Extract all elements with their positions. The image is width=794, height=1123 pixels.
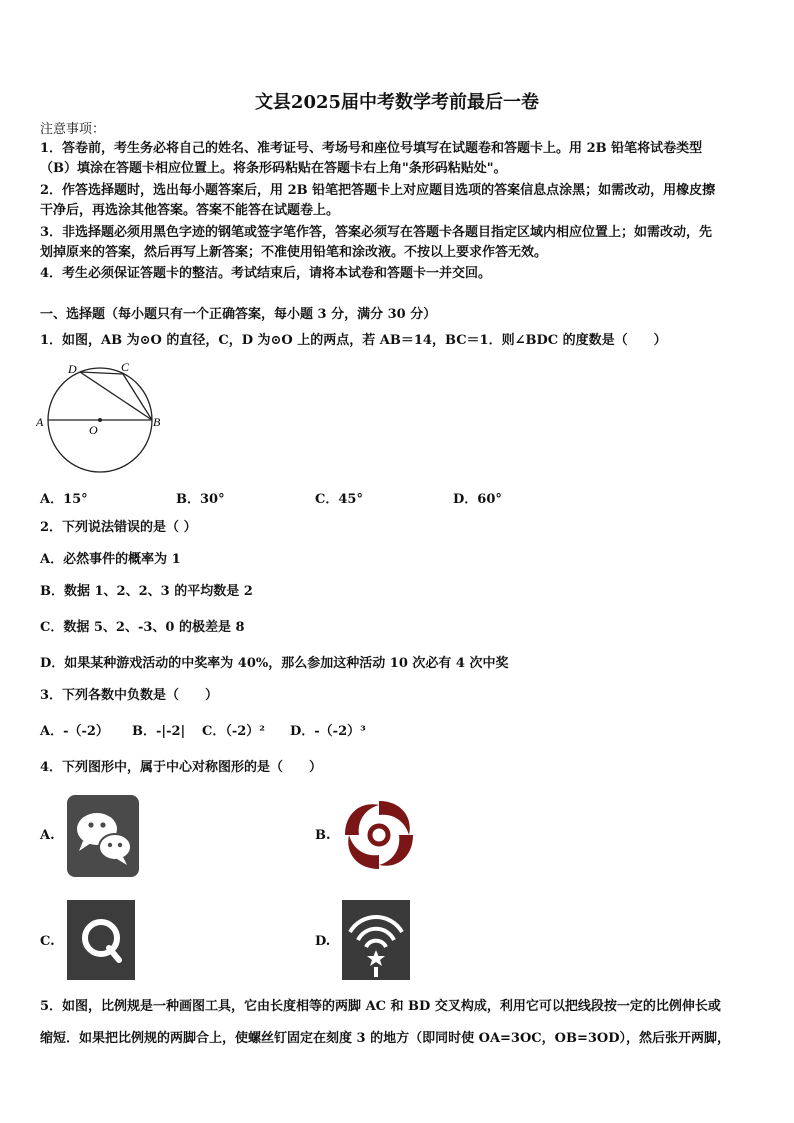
chord-db	[80, 372, 152, 420]
chord-cb	[123, 374, 152, 420]
q2-option-b: B．数据 1、2、2、3 的平均数是 2	[40, 584, 253, 599]
q1-option-d: D．60°	[453, 492, 502, 507]
label-a: A	[36, 415, 44, 429]
q-letter-icon	[67, 900, 135, 980]
q4-label-b: B.	[315, 828, 331, 843]
notice-item-3-line-1: 3．非选择题必须用黑色字迹的钢笔或签字笔作答，答案必须写在答题卡各题目指定区域内相应位置上；如需改动，先	[40, 225, 713, 240]
question-5-line-1: 5．如图，比例规是一种画图工具，它由长度相等的两脚 AC 和 BD 交叉构成，利用它可以把线段按一定的比例伸长或	[40, 999, 721, 1014]
q2-option-a: A．必然事件的概率为 1	[40, 552, 181, 567]
q2-option-c: C．数据 5、2、-3、0 的极差是 8	[40, 620, 245, 635]
q1-option-a: A．15°	[40, 492, 88, 507]
question-1-stem: 1．如图，AB 为⊙O 的直径，C，D 为⊙O 上的两点，若 AB＝14，BC＝1．则∠BDC 的度数是（ ）	[40, 333, 667, 348]
label-d: D	[68, 362, 77, 376]
notice-item-3-line-2: 划掉原来的答案，然后再写上新答案；不准使用铅笔和涂改液。不按以上要求作答无效。	[40, 245, 548, 260]
q3-option-a: A．-（-2）	[40, 724, 109, 739]
q2-option-d: D．如果某种游戏活动的中奖率为 40%，那么参加这种活动 10 次必有 4 次中奖	[40, 656, 509, 671]
notice-heading: 注意事项：	[40, 122, 106, 137]
question-3-stem: 3．下列各数中负数是（ ）	[40, 688, 219, 703]
q4-label-a: A.	[40, 828, 55, 843]
label-b: B	[153, 415, 161, 429]
center-point	[98, 418, 102, 422]
chord-dc	[80, 372, 123, 374]
q1-option-c: C．45°	[315, 492, 363, 507]
notice-item-1-line-2: （B）填涂在答题卡相应位置上。将条形码粘贴在答题卡右上角"条形码粘贴处"。	[40, 161, 507, 176]
swirl-logo-icon	[340, 796, 418, 874]
q3-option-d: D．-（-2）³	[290, 724, 366, 739]
notice-item-1-line-1: 1．答卷前，考生务必将自己的姓名、准考证号、考场号和座位号填写在试题卷和答题卡上。用 2B 铅笔将试卷类型	[40, 141, 703, 156]
page-title: 文县2025届中考数学考前最后一卷	[254, 92, 540, 113]
notice-item-4: 4．考生必须保证答题卡的整洁。考试结束后，请将本试卷和答题卡一并交回。	[40, 266, 492, 281]
q1-option-b: B．30°	[176, 492, 225, 507]
q4-label-d: D.	[315, 934, 331, 949]
q4-label-c: C.	[40, 934, 55, 949]
notice-item-2-line-1: 2．作答选择题时，选出每小题答案后，用 2B 铅笔把答题卡上对应题目选项的答案信息点涂黑；如需改动，用橡皮擦	[40, 183, 716, 198]
q3-option-c: C．（-2）²	[202, 724, 265, 739]
question-5-line-2: 缩短．如果把比例规的两脚合上，使螺丝钉固定在刻度 3 的地方（即同时使 OA=3OC，OB=3OD），然后张开两脚，	[40, 1031, 730, 1046]
circle-diagram	[36, 360, 166, 480]
section-heading: 一、选择题（每小题只有一个正确答案，每小题 3 分，满分 30 分）	[40, 307, 437, 322]
q3-option-b: B．-|-2|	[132, 724, 186, 739]
wechat-icon	[67, 795, 139, 877]
question-4-stem: 4．下列图形中，属于中心对称图形的是（ ）	[40, 760, 323, 775]
label-c: C	[121, 360, 130, 374]
label-o: O	[89, 423, 98, 437]
signal-star-icon	[342, 900, 410, 980]
notice-item-2-line-2: 干净后，再选涂其他答案。答案不能答在试题卷上。	[40, 203, 340, 218]
question-2-stem: 2．下列说法错误的是（ ）	[40, 520, 197, 535]
